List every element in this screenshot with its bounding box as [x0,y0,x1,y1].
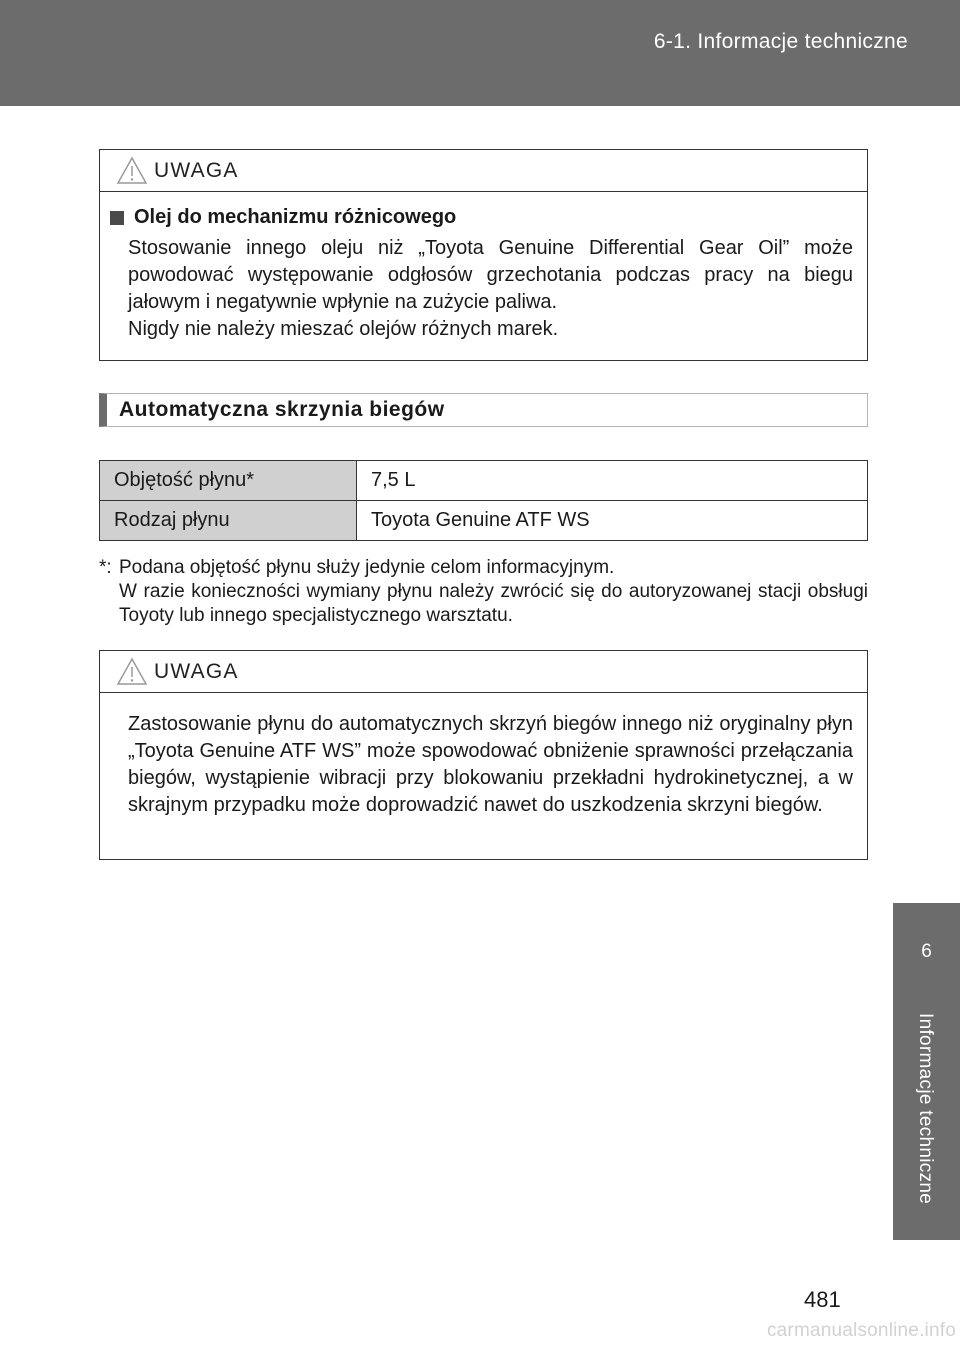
table-row [100,501,868,541]
warning-header [100,150,867,192]
warning-body [100,693,867,819]
warning-box-atf [99,650,868,860]
warning-title: UWAGA [154,159,239,182]
warning-subheading-text: Olej do mechanizmu różnicowego [134,206,457,228]
footnote-marker: *: [99,557,112,578]
table-cell-label: Objętość płynu* [100,461,357,501]
header-title: 6-1. Informacje techniczne [653,30,908,53]
footnote [99,556,868,628]
footnote-line: W razie konieczności wymiany płynu należy zwrócić się do autoryzowanej stacji obsługi Toyoty lub innego specjalistycznego warsztatu. [119,581,868,626]
warning-subheading [110,204,853,231]
footnote-line: Podana objętość płynu służy jedynie celom informacyjnym. [119,557,615,578]
table-row [100,461,868,501]
footnote-text [119,556,868,628]
warning-triangle-icon [116,657,148,686]
chapter-label: Informacje techniczne [915,1013,936,1205]
warning-box-differential-oil [99,149,868,361]
warning-paragraph: Zastosowanie płynu do automatycznych skrzyń biegów innego niż oryginalny płyn „Toyota Genuine ATF WS” może spowodować obniżenie sprawności przełączania biegów, wystąpienie wibracji przy blokowaniu przekładni hydrokinetycznej, a w skrajnym przypadku może doprowadzić nawet do uszkodzenia skrzyni biegów. [128,713,853,816]
warning-header [100,651,867,693]
square-bullet-icon [110,211,124,225]
section-heading [99,393,868,427]
warning-paragraph: Stosowanie innego oleju niż „Toyota Genuine Differential Gear Oil” może powodować występowanie odgłosów grzechotania podczas pracy na biegu jałowym i negatywnie wpłynie na zużycie paliwa. [128,237,853,313]
chapter-side-tab [893,903,960,1240]
page-number: 481 [804,1287,841,1312]
table-cell-value: Toyota Genuine ATF WS [357,501,868,541]
table-cell-label: Rodzaj płynu [100,501,357,541]
watermark: carmanualsonline.info [766,1320,956,1341]
warning-body [100,192,867,343]
table-cell-value: 7,5 L [357,461,868,501]
spec-table [99,460,868,541]
warning-triangle-icon [116,156,148,185]
warning-title: UWAGA [154,660,239,683]
warning-paragraph: Nigdy nie należy mieszać olejów różnych marek. [128,318,559,340]
chapter-number: 6 [921,941,932,962]
page-header [0,0,960,106]
section-title: Automatyczna skrzynia biegów [119,398,445,421]
